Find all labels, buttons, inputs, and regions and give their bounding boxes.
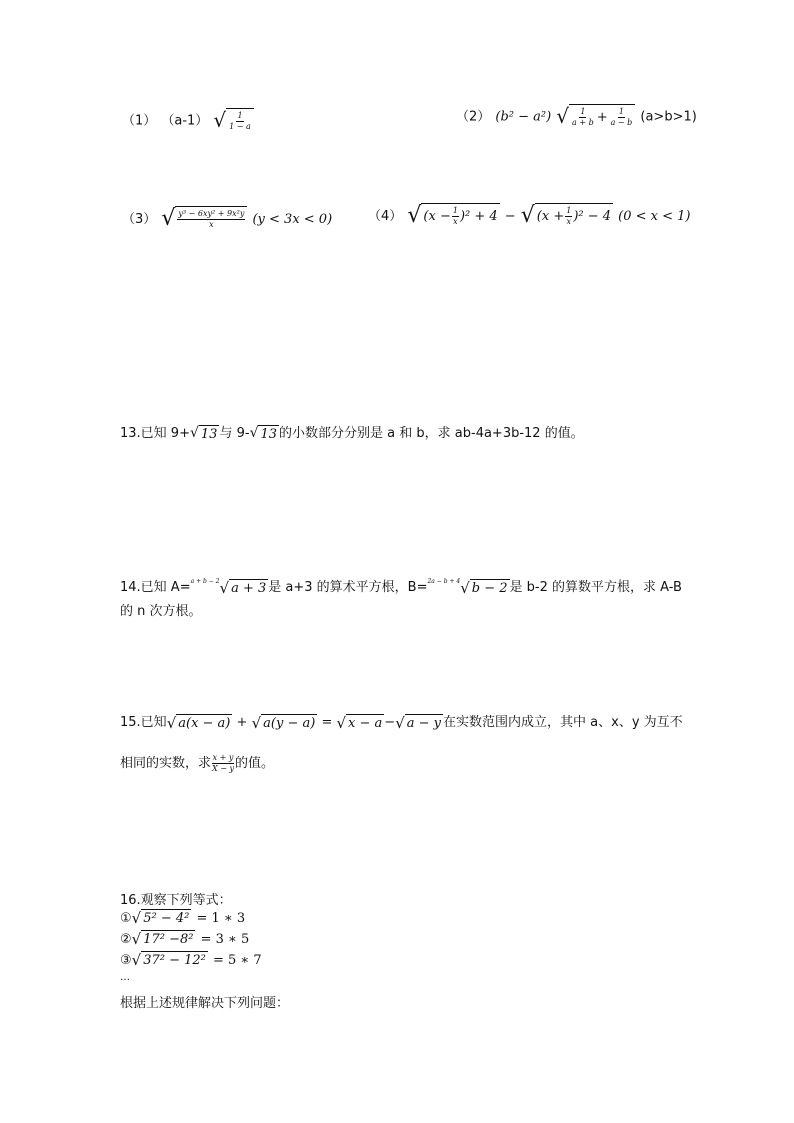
- q16-ellipsis: …: [120, 972, 130, 983]
- q12-p1-radical: √ $\frac{1}{1 - a}$: [213, 108, 253, 132]
- q12-p2-radical: √ $\frac{1}{a + b}$ + $\frac{1}{a - b}$: [556, 104, 635, 128]
- q14-r2: b − 2: [470, 579, 510, 597]
- q13-pre: 13.已知 9+: [120, 426, 190, 441]
- q12-p4-radical-b: √ (x + $\frac{1}{x}$ ) ² − 4: [520, 203, 612, 228]
- q15-r1: a(x − a): [176, 714, 232, 732]
- q12-p3-label: （3）: [122, 212, 157, 227]
- q16-row-rad: 17² −8²: [141, 930, 195, 948]
- q12-p4-b-den: x: [566, 217, 572, 226]
- q15-line1: [120, 711, 683, 732]
- q15-line2: [120, 752, 274, 773]
- q12-part4: [368, 203, 690, 228]
- q12-p2-label: （2）: [456, 109, 491, 125]
- q12-p4-b-num: 1: [566, 206, 572, 215]
- q13-mid: 与 9-: [219, 426, 250, 441]
- q13-line: [120, 422, 584, 442]
- q15-r3: x − a: [346, 714, 384, 732]
- q16-row-mark: ③: [120, 953, 132, 968]
- q15-r4: a − y: [405, 714, 443, 732]
- q12-p2-condition: (a>b>1): [640, 109, 697, 125]
- q16-radical: √ 37² − 12²: [131, 950, 206, 969]
- q15-eq: =: [321, 715, 333, 730]
- q12-p1-num: 1: [237, 110, 243, 120]
- q12-p4-b-tail: ² − 4: [578, 209, 612, 224]
- q16-row-mark: ①: [120, 911, 132, 926]
- q14-post: 是 b-2 的算数平方根，求 A-B: [509, 580, 682, 595]
- q15-radical-2: √ a(y − a): [251, 713, 316, 732]
- q12-p3-den: x: [209, 220, 214, 229]
- q16-row-1: [120, 907, 245, 927]
- q14-index-2: 2a − b + 4: [427, 578, 461, 585]
- q15-radical-3: √ x − a: [336, 713, 383, 732]
- q14-line2: 的 n 次方根。: [120, 604, 202, 619]
- q12-p4-a-open: (x −: [423, 209, 451, 224]
- q16-row-rad: 5² − 4²: [141, 909, 191, 927]
- q12-p2-lead: (b² − a²): [495, 109, 552, 125]
- q12-p4-a-close: ): [459, 209, 466, 224]
- q16-row-rad: 37² − 12²: [141, 951, 208, 969]
- q15-f-den: X − y: [212, 764, 235, 773]
- q13-r1: 13: [200, 427, 218, 442]
- q15-pre: 15.已知: [120, 715, 167, 730]
- q12-p1-label: （1）: [122, 113, 157, 129]
- q12-p2-f1-den: a + b: [572, 117, 594, 127]
- q14-mid: 是 a+3 的算术平方根，B=: [268, 580, 428, 595]
- q16-row-3: [120, 949, 262, 969]
- q12-p4-label: （4）: [368, 209, 403, 224]
- q13-post: 的小数部分分别是 a 和 b，求 ab-4a+3b-12 的值。: [279, 426, 584, 441]
- q12-p2-f1-num: 1: [580, 106, 586, 116]
- q15-post: 在实数范围内成立，其中 a、x、y 为互不: [443, 715, 683, 730]
- q15-r2: a(y − a): [261, 714, 317, 732]
- q15-line2-post: 的值。: [235, 756, 275, 771]
- q14-radical-2: √ b − 2: [460, 578, 508, 597]
- q12-part3: [122, 206, 332, 231]
- q12-p2-plus: +: [596, 109, 608, 125]
- q16-title: 16.观察下列等式：: [120, 893, 232, 908]
- q14-index-1: a + b − 2: [190, 578, 220, 585]
- q12-p4-b-close: ): [573, 209, 579, 224]
- q16-row-2: [120, 928, 249, 948]
- q15-line2-pre: 相同的实数，求: [120, 756, 212, 771]
- q16-row-rhs: = 1 ∗ 3: [196, 911, 246, 926]
- q12-p4-a-tail: ² + 4: [465, 209, 498, 224]
- q15-f-num: x + y: [212, 753, 234, 762]
- q13-r2: 13: [260, 427, 278, 442]
- q16-row-rhs: = 5 ∗ 7: [212, 953, 262, 968]
- q14-radical-1: √ a + 3: [219, 578, 267, 597]
- q16-radical: √ 17² −8²: [131, 929, 194, 948]
- q13-radical-2: √ 13: [249, 425, 278, 442]
- q12-part1: [122, 108, 254, 132]
- q12-p1-den: 1 − a: [229, 121, 251, 131]
- q13-radical-1: √ 13: [189, 425, 218, 442]
- q12-p2-f2-num: 1: [618, 106, 624, 116]
- q12-p4-condition: (0 < x < 1): [618, 209, 691, 224]
- q15-radical-1: √ a(x − a): [166, 713, 231, 732]
- q12-p1-lead: （a-1）: [161, 113, 209, 129]
- q12-p3-radical: √ $\frac{\text{y³ − 6xy² + 9x²y}}{x}$: [161, 206, 247, 231]
- q16-radical: √ 5² − 4²: [131, 908, 190, 927]
- q12-p4-a-num: 1: [452, 206, 458, 215]
- q12-part2: [456, 104, 697, 128]
- q12-p3-condition: (y < 3x < 0): [252, 212, 333, 227]
- q16-footer: 根据上述规律解决下列问题：: [120, 996, 290, 1011]
- q16-row-mark: ②: [120, 932, 132, 947]
- q15-fraction: [211, 754, 235, 773]
- q16-row-rhs: = 3 ∗ 5: [200, 932, 250, 947]
- q14-line1: [120, 576, 682, 597]
- q15-minus: −: [384, 715, 396, 730]
- q12-p4-minus: −: [504, 209, 516, 224]
- q12-p4-a-den: x: [453, 217, 458, 226]
- q15-plus: +: [236, 715, 248, 730]
- q12-p4-b-open: (x +: [536, 209, 565, 224]
- q12-p2-f2-den: a − b: [610, 117, 633, 127]
- q15-radical-4: √ a − y: [395, 713, 442, 732]
- q14-pre: 14.已知 A=: [120, 580, 191, 595]
- q12-p4-radical-a: √ (x − $\frac{1}{x}$ ) ² + 4: [407, 203, 498, 228]
- q12-p3-num: y³ − 6xy² + 9x²y: [178, 209, 245, 218]
- q14-r1: a + 3: [229, 579, 268, 597]
